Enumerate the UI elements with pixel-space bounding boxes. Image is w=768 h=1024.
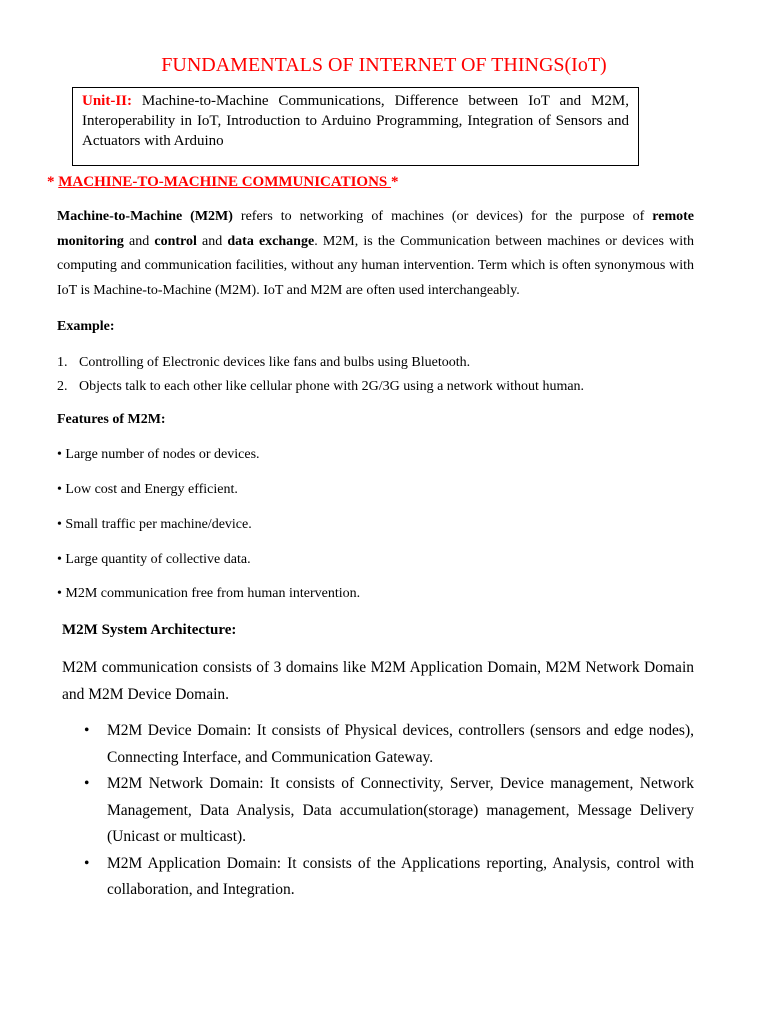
term-control: control <box>154 233 197 249</box>
section-heading-prefix: * <box>47 174 59 190</box>
intro-text-1: refers to networking of machines (or devices) for the purpose of <box>232 209 653 224</box>
example-label: Example: <box>57 319 115 334</box>
section-heading <box>47 172 399 192</box>
section-heading-text: MACHINE-TO-MACHINE COMMUNICATIONS <box>58 174 392 190</box>
list-item <box>84 718 694 771</box>
list-item-number: 2. <box>57 379 68 394</box>
list-item <box>84 851 694 904</box>
architecture-heading: M2M System Architecture: <box>62 622 237 638</box>
bullet-icon: • <box>84 854 90 872</box>
list-item-text: Objects talk to each other like cellular phone with 2G/3G using a network without human. <box>79 379 585 394</box>
architecture-paragraph: M2M communication consists of 3 domains like M2M Application Domain, M2M Network Domain and M2M Device Domain. <box>62 659 694 703</box>
list-item <box>57 351 697 375</box>
domain-list <box>84 718 694 904</box>
section-heading-suffix: * <box>391 174 399 190</box>
intro-text-4: . M2M, is the Communication between machines or devices with computing and communication facilities, without any human intervention. Term which is often synonymous with IoT is Machine-to-Machine (M2M). IoT and M2M are often used interchangeably. <box>57 233 694 298</box>
term-m2m: Machine-to-Machine (M2M) <box>57 209 233 224</box>
list-item <box>84 771 694 851</box>
list-item-text: M2M Application Domain: It consists of the Applications reporting, Analysis, control with collaboration, and Integration. <box>107 854 694 898</box>
feature-item: • Small traffic per machine/device. <box>57 517 252 532</box>
term-data-exchange: data exchange <box>227 233 315 249</box>
intro-text-3: and <box>196 233 228 249</box>
page-title: FUNDAMENTALS OF INTERNET OF THINGS(IoT) <box>161 54 607 76</box>
list-item-text: M2M Device Domain: It consists of Physical devices, controllers (sensors and edge nodes), Connecting Interface, and Communication Gateway. <box>107 722 694 766</box>
bullet-icon: • <box>84 722 90 739</box>
feature-item: • Low cost and Energy efficient. <box>57 482 238 497</box>
list-item <box>57 375 697 399</box>
list-item-text: M2M Network Domain: It consists of Connectivity, Server, Device management, Network Management, Data Analysis, Data accumulation(storage) management, Message Delivery (Unicast or multicast). <box>107 775 694 845</box>
feature-item: • Large quantity of collective data. <box>57 552 251 567</box>
list-item-number: 1. <box>57 355 68 370</box>
unit-label: Unit-II: <box>82 93 133 109</box>
term-remote-monitoring: remote monitoring <box>57 209 694 249</box>
bullet-icon: • <box>84 775 90 792</box>
example-list <box>57 351 697 399</box>
feature-item: • Large number of nodes or devices. <box>57 447 260 462</box>
unit-summary-box <box>72 87 639 166</box>
list-item-text: Controlling of Electronic devices like fans and bulbs using Bluetooth. <box>79 355 471 370</box>
feature-item: • M2M communication free from human intervention. <box>57 586 361 601</box>
intro-paragraph <box>57 205 694 303</box>
features-label: Features of M2M: <box>57 412 166 427</box>
intro-text-2: and <box>123 233 155 249</box>
unit-topics: Machine-to-Machine Communications, Difference between IoT and M2M, Interoperability in IoT, Introduction to Arduino Programming, Integration of Sensors and Actuators with Arduino <box>82 93 629 149</box>
